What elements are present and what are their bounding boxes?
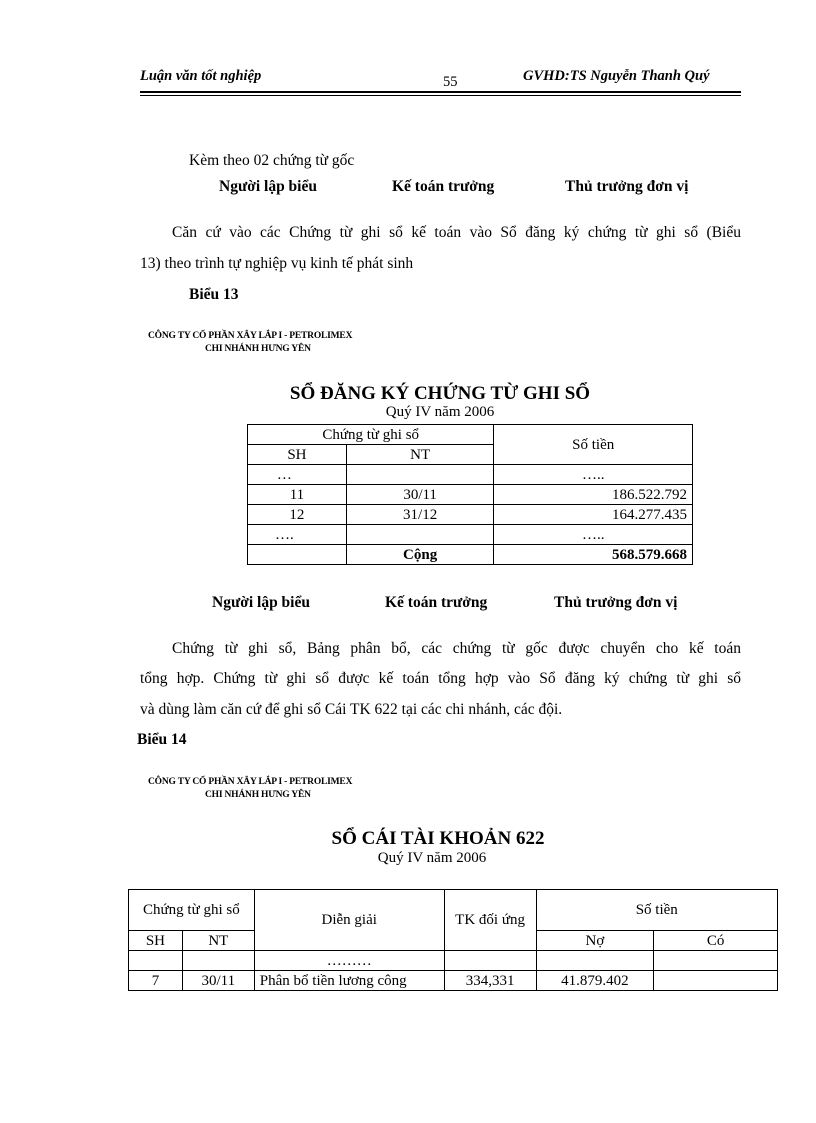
table-header-row bbox=[248, 425, 693, 445]
form13-company: CÔNG TY CỔ PHẦN XÂY LẮP I - PETROLIMEX bbox=[148, 331, 353, 341]
form13-branch: CHI NHÁNH HƯNG YÊN bbox=[205, 344, 311, 354]
sig-preparer: Người lập biểu bbox=[219, 178, 317, 195]
cell-desc: ……… bbox=[254, 951, 444, 971]
cell-nt: 30/11 bbox=[182, 971, 254, 991]
attachment-line: Kèm theo 02 chứng từ gốc bbox=[189, 152, 355, 169]
cell-nt: 30/11 bbox=[346, 485, 494, 505]
cell-credit bbox=[654, 971, 778, 991]
table-total-row bbox=[248, 545, 693, 565]
header-so-tien: Số tiền bbox=[494, 425, 693, 465]
header-no: Nợ bbox=[536, 931, 654, 951]
cell-nt bbox=[346, 525, 494, 545]
table-row bbox=[248, 525, 693, 545]
form14-title: SỔ CÁI TÀI KHOẢN 622 bbox=[331, 828, 545, 849]
header-rule bbox=[140, 91, 741, 93]
cell-credit bbox=[654, 951, 778, 971]
paragraph2-line2: tổng hợp. Chứng từ ghi sổ được kế toán tổng hợp vào Sổ đăng ký chứng từ ghi sổ bbox=[140, 670, 741, 687]
header-dien-giai: Diễn giải bbox=[254, 890, 444, 951]
cell-desc: Phân bổ tiền lương công bbox=[254, 971, 444, 991]
sig-chief-accountant: Kế toán trưởng bbox=[385, 594, 488, 611]
sig-head-of-unit: Thủ trưởng đơn vị bbox=[565, 178, 689, 195]
header-chung-tu: Chứng từ ghi sổ bbox=[248, 425, 494, 445]
total-value: 568.579.668 bbox=[494, 545, 693, 565]
sig-head-of-unit: Thủ trưởng đơn vị bbox=[554, 594, 678, 611]
header-sh: SH bbox=[248, 445, 347, 465]
table-header-row bbox=[129, 890, 778, 931]
form14-branch: CHI NHÁNH HƯNG YÊN bbox=[205, 790, 311, 800]
header-tk-doi-ung: TK đối ứng bbox=[444, 890, 536, 951]
page-number: 55 bbox=[443, 74, 458, 90]
form13-title: SỔ ĐĂNG KÝ CHỨNG TỪ GHI SỔ bbox=[289, 383, 591, 404]
form14-company: CÔNG TY CỔ PHẦN XÂY LẮP I - PETROLIMEX bbox=[148, 777, 353, 787]
cell-amount: ….. bbox=[494, 525, 693, 545]
cell-debit bbox=[536, 951, 654, 971]
table-row bbox=[129, 971, 778, 991]
header-left: Luận văn tốt nghiệp bbox=[140, 68, 262, 84]
header-nt: NT bbox=[346, 445, 494, 465]
form14-subtitle: Quý IV năm 2006 bbox=[377, 850, 487, 866]
paragraph1-line1: Căn cứ vào các Chứng từ ghi sổ kế toán vào Sổ đăng ký chứng từ ghi sổ (Biểu bbox=[172, 224, 741, 241]
cell-sh: … bbox=[248, 465, 347, 485]
header-sh: SH bbox=[129, 931, 183, 951]
table-row bbox=[248, 485, 693, 505]
cell-sh: 12 bbox=[248, 505, 347, 525]
header-chung-tu: Chứng từ ghi sổ bbox=[129, 890, 255, 931]
form14-table bbox=[128, 889, 778, 991]
total-label: Cộng bbox=[346, 545, 494, 565]
cell-sh: …. bbox=[248, 525, 347, 545]
cell-nt: 31/12 bbox=[346, 505, 494, 525]
cell-account: 334,331 bbox=[444, 971, 536, 991]
form13-label: Biểu 13 bbox=[189, 286, 239, 303]
cell-debit: 41.879.402 bbox=[536, 971, 654, 991]
header-right: GVHD:TS Nguyễn Thanh Quý bbox=[523, 68, 710, 84]
cell-sh bbox=[129, 951, 183, 971]
paragraph2-line3: và dùng làm căn cứ để ghi sổ Cái TK 622 tại các chi nhánh, các đội. bbox=[140, 701, 563, 718]
sig-chief-accountant: Kế toán trưởng bbox=[392, 178, 495, 195]
cell-nt bbox=[346, 465, 494, 485]
paragraph2-line1: Chứng từ ghi sổ, Bảng phân bổ, các chứng từ gốc được chuyển cho kế toán bbox=[172, 640, 741, 657]
form14-label: Biểu 14 bbox=[137, 731, 187, 748]
table-row bbox=[248, 465, 693, 485]
cell-account bbox=[444, 951, 536, 971]
cell-amount: 164.277.435 bbox=[494, 505, 693, 525]
cell-amount: 186.522.792 bbox=[494, 485, 693, 505]
header-rule-thin bbox=[140, 95, 741, 96]
header-so-tien: Số tiền bbox=[536, 890, 778, 931]
sig-preparer: Người lập biểu bbox=[212, 594, 310, 611]
header-co: Có bbox=[654, 931, 778, 951]
table-row bbox=[129, 951, 778, 971]
cell-amount: ….. bbox=[494, 465, 693, 485]
cell-sh: 7 bbox=[129, 971, 183, 991]
table-row bbox=[248, 505, 693, 525]
paragraph1-line2: 13) theo trình tự nghiệp vụ kinh tế phát sinh bbox=[140, 255, 414, 272]
form13-table bbox=[247, 424, 693, 565]
cell-sh: 11 bbox=[248, 485, 347, 505]
cell-empty bbox=[248, 545, 347, 565]
form13-subtitle: Quý IV năm 2006 bbox=[385, 404, 495, 420]
header-nt: NT bbox=[182, 931, 254, 951]
cell-nt bbox=[182, 951, 254, 971]
